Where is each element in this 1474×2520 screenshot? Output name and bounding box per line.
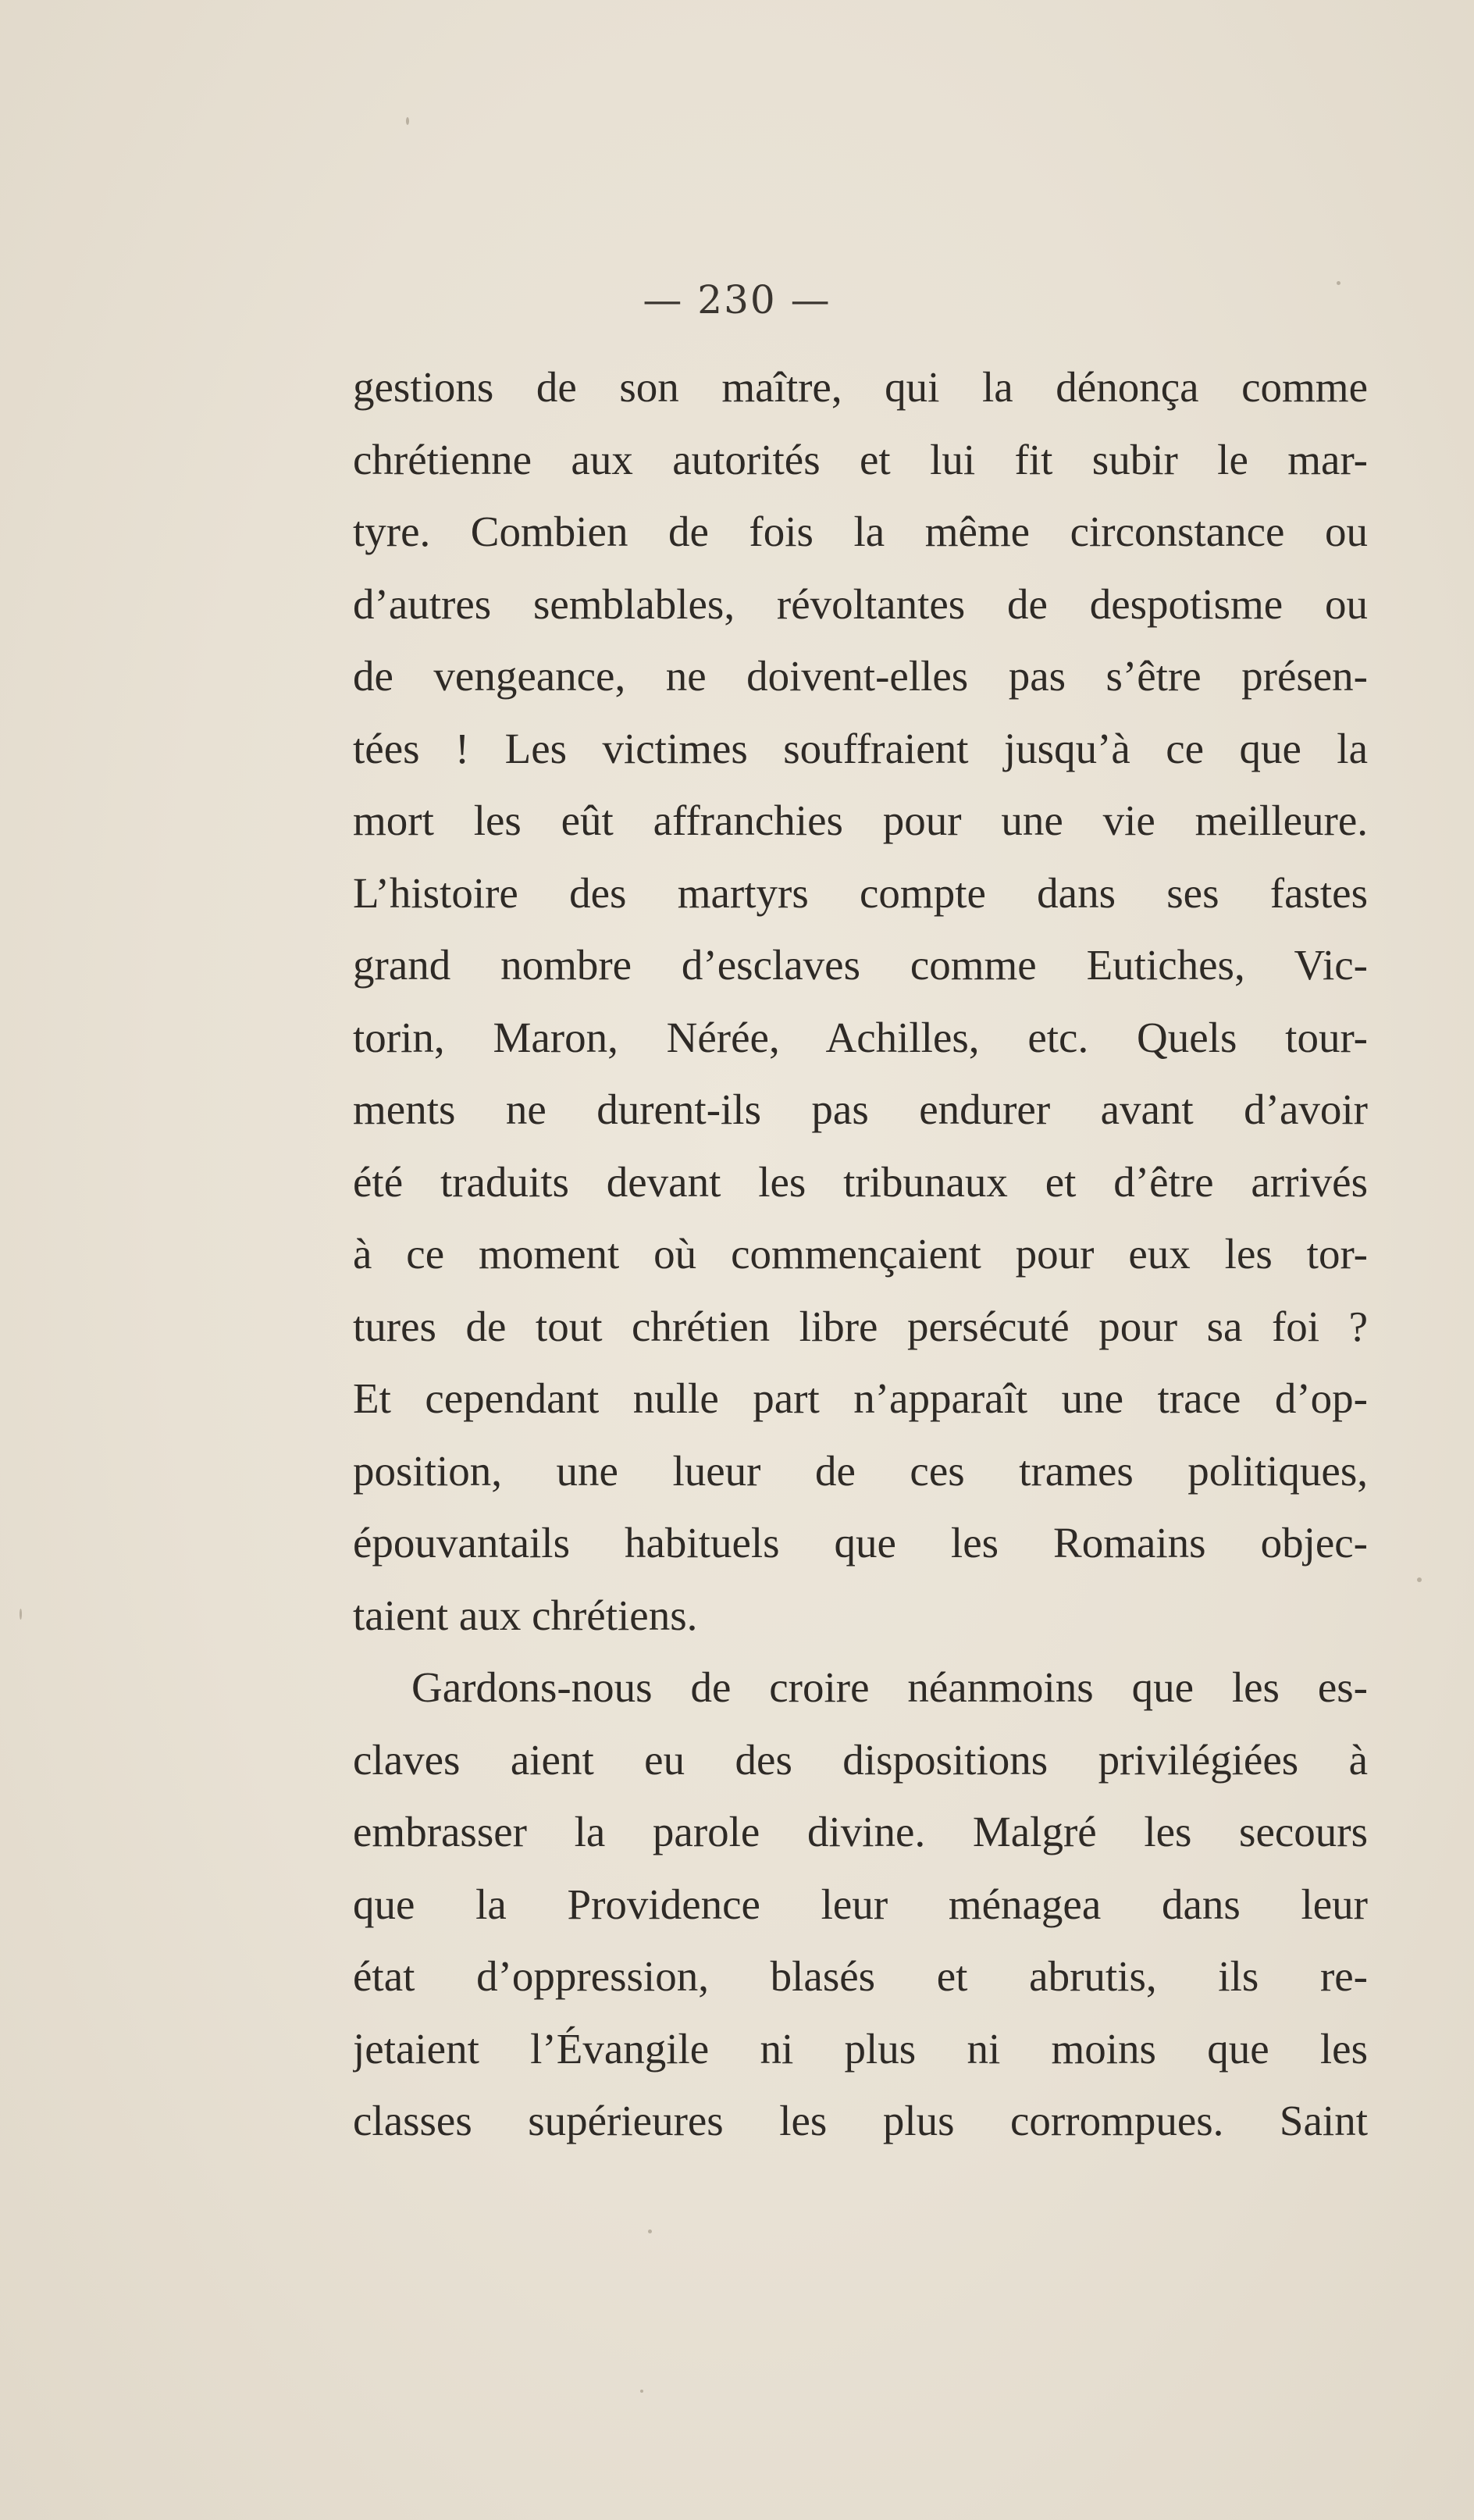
text-line: claves aient eu des dispositions privilégiées à xyxy=(353,1735,1368,1784)
text-line: été traduits devant les tribunaux et d’être arrivés xyxy=(353,1157,1368,1206)
text-line: état d’oppression, blasés et abrutis, ils re- xyxy=(353,1952,1368,2000)
paper-speck xyxy=(1417,1577,1422,1582)
text-line: embrasser la parole divine. Malgré les secours xyxy=(353,1808,1368,1855)
text-line: de vengeance, ne doivent-elles pas s’être présen- xyxy=(353,652,1368,700)
body-text xyxy=(353,351,1368,2158)
paper-speck xyxy=(640,2390,643,2393)
paper-speck xyxy=(648,2230,652,2233)
page-number: — 230 — xyxy=(643,277,831,323)
text-line: mort les eût affranchies pour une vie meilleure. xyxy=(353,797,1368,844)
text-line: L’histoire des martyrs compte dans ses fastes xyxy=(353,868,1368,917)
text-line: gestions de son maître, qui la dénonça comme xyxy=(353,363,1368,411)
text-line: jetaient l’Évangile ni plus ni moins que les xyxy=(353,2024,1368,2073)
text-line: Et cependant nulle part n’apparaît une trace d’op- xyxy=(353,1374,1368,1422)
text-line: classes supérieures les plus corrompues. Saint xyxy=(353,2097,1368,2144)
text-line: chrétienne aux autorités et lui fit subir le mar- xyxy=(353,435,1368,483)
text-line: tées ! Les victimes souffraient jusqu’à ce que la xyxy=(353,724,1368,772)
paper-speck xyxy=(1337,281,1340,285)
text-line: ments ne durent-ils pas endurer avant d’avoir xyxy=(353,1085,1368,1133)
text-line: grand nombre d’esclaves comme Eutiches, Vic- xyxy=(353,941,1368,989)
text-line: tyre. Combien de fois la même circonstance ou xyxy=(353,508,1368,555)
text-line: taient aux chrétiens. xyxy=(353,1591,698,1639)
text-line: torin, Maron, Nérée, Achilles, etc. Quels tour- xyxy=(353,1013,1368,1061)
text-line: à ce moment où commençaient pour eux les tor- xyxy=(353,1230,1368,1278)
paper-speck xyxy=(20,1609,22,1620)
text-line: tures de tout chrétien libre persécuté pour sa foi ? xyxy=(353,1302,1368,1350)
text-line: Gardons-nous de croire néanmoins que les es- xyxy=(411,1663,1368,1711)
text-line: que la Providence leur ménagea dans leur xyxy=(353,1880,1368,1928)
paper-speck xyxy=(406,117,409,125)
text-line: position, une lueur de ces trames politiques, xyxy=(353,1446,1368,1495)
text-line: épouvantails habituels que les Romains objec- xyxy=(353,1519,1368,1567)
text-line: d’autres semblables, révoltantes de despotisme ou xyxy=(353,579,1368,628)
